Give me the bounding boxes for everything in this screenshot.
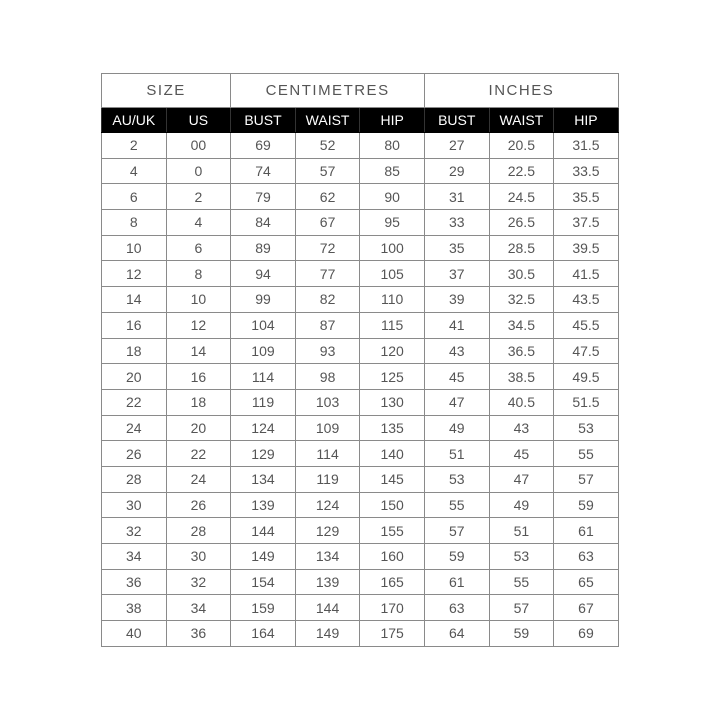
cell-in-hip: 49.5 [554,364,619,390]
cell-cm-hip: 175 [360,621,425,647]
cell-us: 2 [166,184,231,210]
cell-au-uk: 30 [102,492,167,518]
cell-in-bust: 49 [424,415,489,441]
cell-in-waist: 36.5 [489,338,554,364]
cell-in-hip: 47.5 [554,338,619,364]
cell-cm-hip: 110 [360,287,425,313]
group-header-inches: INCHES [424,74,618,108]
cell-in-bust: 55 [424,492,489,518]
table-row [102,569,619,595]
cell-au-uk: 20 [102,364,167,390]
cell-cm-waist: 124 [295,492,360,518]
cell-in-bust: 39 [424,287,489,313]
cell-cm-bust: 134 [231,466,296,492]
table-row [102,338,619,364]
cell-cm-bust: 89 [231,235,296,261]
cell-in-waist: 34.5 [489,312,554,338]
cell-in-bust: 35 [424,235,489,261]
table-row [102,492,619,518]
table-row [102,544,619,570]
cell-cm-hip: 115 [360,312,425,338]
cell-in-bust: 64 [424,621,489,647]
cell-us: 20 [166,415,231,441]
cell-us: 16 [166,364,231,390]
cell-in-bust: 43 [424,338,489,364]
cell-in-waist: 38.5 [489,364,554,390]
cell-au-uk: 2 [102,133,167,159]
cell-cm-bust: 69 [231,133,296,159]
cell-cm-hip: 165 [360,569,425,595]
cell-cm-bust: 94 [231,261,296,287]
cell-us: 18 [166,389,231,415]
cell-in-waist: 26.5 [489,210,554,236]
cell-cm-hip: 80 [360,133,425,159]
cell-cm-waist: 119 [295,466,360,492]
column-header-in-bust: BUST [424,108,489,133]
cell-cm-hip: 95 [360,210,425,236]
cell-cm-hip: 135 [360,415,425,441]
cell-cm-hip: 130 [360,389,425,415]
cell-cm-waist: 114 [295,441,360,467]
table-row [102,441,619,467]
table-row [102,466,619,492]
cell-in-hip: 31.5 [554,133,619,159]
cell-cm-bust: 84 [231,210,296,236]
cell-cm-bust: 139 [231,492,296,518]
table-row [102,595,619,621]
cell-cm-waist: 57 [295,158,360,184]
cell-in-waist: 32.5 [489,287,554,313]
cell-cm-waist: 93 [295,338,360,364]
cell-au-uk: 14 [102,287,167,313]
cell-in-hip: 65 [554,569,619,595]
cell-cm-bust: 109 [231,338,296,364]
cell-cm-bust: 99 [231,287,296,313]
cell-au-uk: 18 [102,338,167,364]
cell-cm-waist: 139 [295,569,360,595]
table-row [102,621,619,647]
table-row [102,312,619,338]
table-row [102,261,619,287]
cell-cm-waist: 77 [295,261,360,287]
cell-in-waist: 59 [489,621,554,647]
cell-us: 24 [166,466,231,492]
cell-au-uk: 4 [102,158,167,184]
cell-in-bust: 57 [424,518,489,544]
column-header-cm-waist: WAIST [295,108,360,133]
cell-in-hip: 57 [554,466,619,492]
table-row [102,133,619,159]
cell-cm-bust: 164 [231,621,296,647]
group-header-row [102,74,619,108]
cell-us: 32 [166,569,231,595]
cell-in-bust: 47 [424,389,489,415]
cell-cm-bust: 149 [231,544,296,570]
cell-cm-waist: 109 [295,415,360,441]
table-row [102,184,619,210]
cell-au-uk: 10 [102,235,167,261]
cell-in-bust: 41 [424,312,489,338]
cell-in-hip: 35.5 [554,184,619,210]
cell-au-uk: 34 [102,544,167,570]
cell-in-hip: 63 [554,544,619,570]
cell-in-bust: 29 [424,158,489,184]
cell-cm-bust: 114 [231,364,296,390]
cell-cm-waist: 149 [295,621,360,647]
cell-cm-hip: 125 [360,364,425,390]
cell-au-uk: 32 [102,518,167,544]
cell-in-waist: 45 [489,441,554,467]
cell-us: 4 [166,210,231,236]
cell-in-hip: 55 [554,441,619,467]
cell-in-waist: 43 [489,415,554,441]
table-row [102,287,619,313]
table-body [102,133,619,647]
cell-cm-bust: 124 [231,415,296,441]
table-row [102,158,619,184]
cell-in-bust: 59 [424,544,489,570]
cell-us: 30 [166,544,231,570]
cell-us: 26 [166,492,231,518]
cell-us: 8 [166,261,231,287]
cell-us: 0 [166,158,231,184]
cell-au-uk: 26 [102,441,167,467]
cell-in-waist: 40.5 [489,389,554,415]
group-header-centimetres: CENTIMETRES [231,74,425,108]
cell-au-uk: 22 [102,389,167,415]
cell-au-uk: 28 [102,466,167,492]
cell-in-waist: 30.5 [489,261,554,287]
cell-in-hip: 33.5 [554,158,619,184]
column-header-au-uk: AU/UK [102,108,167,133]
table-row [102,364,619,390]
cell-cm-bust: 159 [231,595,296,621]
cell-au-uk: 16 [102,312,167,338]
cell-us: 00 [166,133,231,159]
cell-cm-waist: 52 [295,133,360,159]
cell-cm-waist: 62 [295,184,360,210]
cell-cm-hip: 170 [360,595,425,621]
cell-au-uk: 12 [102,261,167,287]
cell-cm-waist: 87 [295,312,360,338]
cell-au-uk: 8 [102,210,167,236]
cell-in-bust: 37 [424,261,489,287]
cell-in-waist: 51 [489,518,554,544]
cell-cm-waist: 98 [295,364,360,390]
cell-cm-bust: 104 [231,312,296,338]
cell-in-hip: 39.5 [554,235,619,261]
cell-in-hip: 37.5 [554,210,619,236]
cell-cm-hip: 140 [360,441,425,467]
table-row [102,415,619,441]
cell-in-bust: 45 [424,364,489,390]
table-row [102,235,619,261]
cell-cm-hip: 160 [360,544,425,570]
cell-cm-waist: 134 [295,544,360,570]
cell-au-uk: 40 [102,621,167,647]
column-header-cm-bust: BUST [231,108,296,133]
cell-in-hip: 61 [554,518,619,544]
cell-in-bust: 27 [424,133,489,159]
cell-in-hip: 51.5 [554,389,619,415]
column-header-in-waist: WAIST [489,108,554,133]
cell-cm-bust: 79 [231,184,296,210]
cell-in-bust: 31 [424,184,489,210]
cell-in-waist: 22.5 [489,158,554,184]
cell-cm-bust: 119 [231,389,296,415]
cell-in-waist: 28.5 [489,235,554,261]
cell-in-hip: 67 [554,595,619,621]
cell-cm-bust: 154 [231,569,296,595]
cell-in-waist: 53 [489,544,554,570]
cell-in-waist: 47 [489,466,554,492]
group-header-size: SIZE [102,74,231,108]
cell-cm-hip: 90 [360,184,425,210]
column-header-cm-hip: HIP [360,108,425,133]
cell-cm-hip: 145 [360,466,425,492]
table-row [102,518,619,544]
cell-in-hip: 41.5 [554,261,619,287]
cell-cm-waist: 82 [295,287,360,313]
cell-cm-waist: 67 [295,210,360,236]
cell-cm-waist: 72 [295,235,360,261]
cell-us: 6 [166,235,231,261]
column-header-us: US [166,108,231,133]
cell-us: 22 [166,441,231,467]
cell-in-hip: 53 [554,415,619,441]
cell-cm-hip: 120 [360,338,425,364]
cell-us: 14 [166,338,231,364]
cell-au-uk: 6 [102,184,167,210]
cell-cm-bust: 144 [231,518,296,544]
cell-cm-waist: 103 [295,389,360,415]
cell-cm-hip: 100 [360,235,425,261]
cell-in-bust: 51 [424,441,489,467]
cell-in-hip: 59 [554,492,619,518]
cell-in-waist: 24.5 [489,184,554,210]
cell-cm-waist: 129 [295,518,360,544]
cell-in-bust: 63 [424,595,489,621]
cell-in-bust: 33 [424,210,489,236]
size-chart-table [101,73,619,647]
cell-cm-hip: 150 [360,492,425,518]
cell-us: 12 [166,312,231,338]
cell-au-uk: 38 [102,595,167,621]
cell-in-waist: 49 [489,492,554,518]
cell-us: 28 [166,518,231,544]
cell-cm-hip: 155 [360,518,425,544]
cell-in-hip: 69 [554,621,619,647]
column-header-in-hip: HIP [554,108,619,133]
cell-au-uk: 36 [102,569,167,595]
cell-in-waist: 20.5 [489,133,554,159]
cell-in-hip: 43.5 [554,287,619,313]
cell-au-uk: 24 [102,415,167,441]
cell-in-waist: 57 [489,595,554,621]
cell-cm-bust: 74 [231,158,296,184]
cell-us: 36 [166,621,231,647]
cell-in-bust: 61 [424,569,489,595]
cell-cm-waist: 144 [295,595,360,621]
table-row [102,389,619,415]
cell-us: 10 [166,287,231,313]
column-header-row [102,108,619,133]
cell-cm-hip: 85 [360,158,425,184]
table-row [102,210,619,236]
cell-cm-hip: 105 [360,261,425,287]
cell-in-hip: 45.5 [554,312,619,338]
cell-in-bust: 53 [424,466,489,492]
cell-us: 34 [166,595,231,621]
cell-cm-bust: 129 [231,441,296,467]
cell-in-waist: 55 [489,569,554,595]
